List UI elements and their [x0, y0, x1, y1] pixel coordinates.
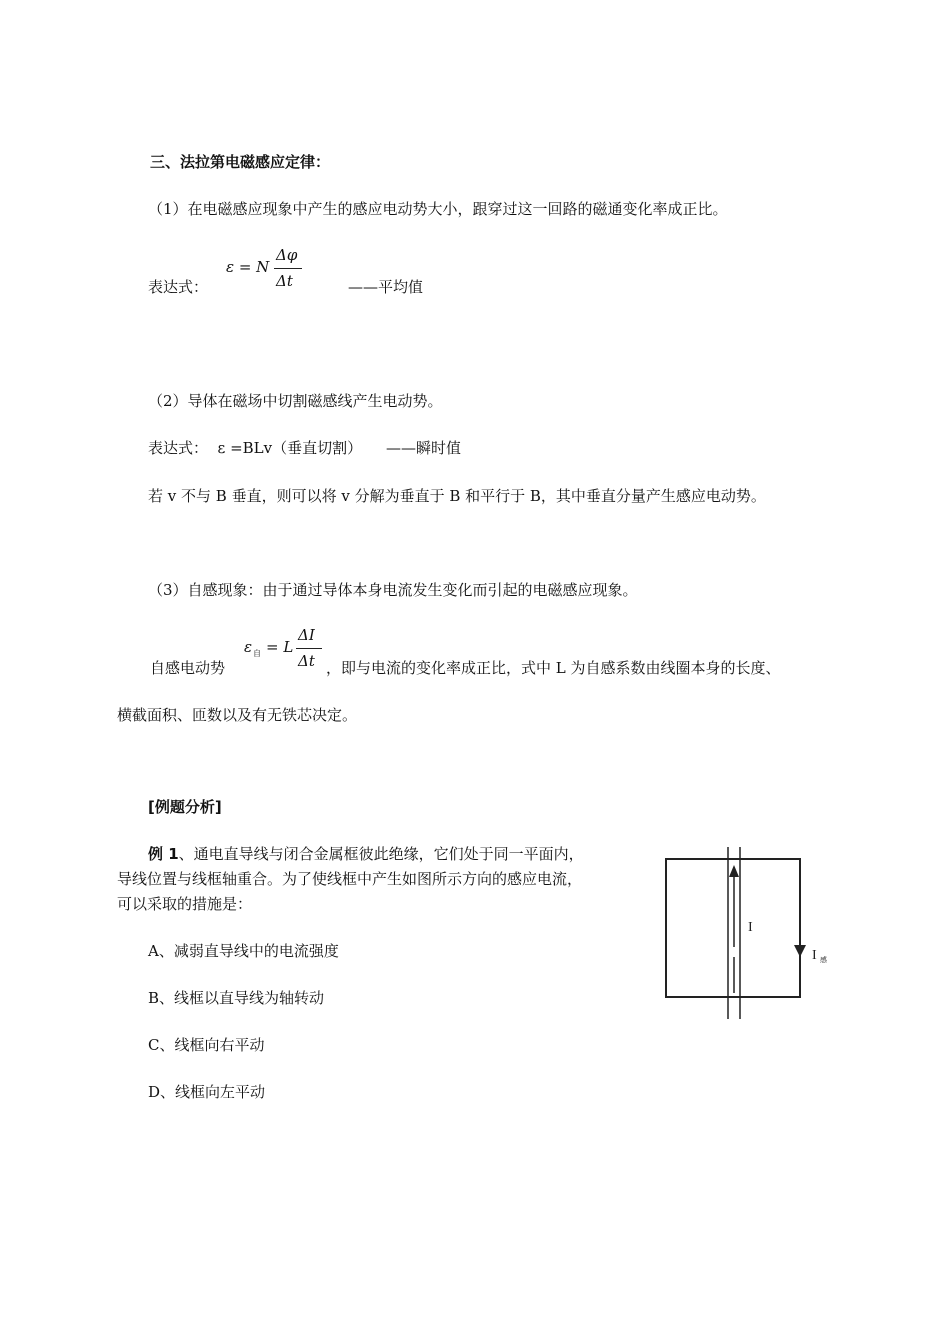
self-formula-subscript: 自	[253, 649, 261, 658]
part1-expression-label: 表达式：	[148, 278, 209, 296]
part1-text: （1）在电磁感应现象中产生的感应电动势大小，跟穿过这一回路的磁通变化率成正比。	[148, 200, 728, 218]
self-induction-label: 自感电动势	[150, 659, 226, 677]
option-d: D、线框向左平动	[148, 1083, 266, 1101]
part2-text: （2）导体在磁场中切割磁感线产生电动势。	[148, 392, 443, 410]
option-a: A、减弱直导线中的电流强度	[148, 942, 339, 960]
self-induction-after: ，即与电流的变化率成正比，式中 L 为自感系数由线圈本身的长度、	[326, 659, 781, 677]
example1-line1-text: 、通电直导线与闭合金属框彼此绝缘，它们处于同一平面内，	[178, 845, 584, 863]
part1-average-note: ——平均值	[348, 278, 424, 296]
wire-frame-diagram	[660, 845, 860, 1025]
self-formula-denominator: Δt	[298, 652, 315, 670]
faraday-formula	[226, 244, 316, 298]
example1-line3: 可以采取的措施是：	[117, 895, 253, 913]
section-title: 三、法拉第电磁感应定律：	[150, 153, 331, 171]
wire-current-arrowhead	[729, 865, 739, 877]
example1-line2: 导线位置与线框轴重合。为了使线框中产生如图所示方向的感应电流，	[117, 870, 583, 888]
faraday-formula-lhs: ε = N	[226, 258, 270, 276]
induced-current-arrowhead	[794, 945, 806, 957]
faraday-formula-denominator: Δt	[276, 272, 293, 290]
option-c: C、线框向右平动	[148, 1036, 265, 1054]
self-formula-eq: = L	[266, 638, 294, 656]
part3-text: （3）自感现象：由于通过导体本身电流发生变化而引起的电磁感应现象。	[148, 581, 638, 599]
self-induction-formula	[244, 626, 324, 678]
self-induction-after2: 横截面积、匝数以及有无铁芯决定。	[117, 706, 358, 724]
induced-current-sub: 感	[820, 956, 827, 964]
self-formula-numerator: ΔI	[298, 626, 315, 644]
example-heading: [例题分析]	[148, 798, 222, 816]
part2-extra: 若 v 不与 B 垂直，则可以将 v 分解为垂直于 B 和平行于 B，其中垂直分量产生感应电动势。	[148, 487, 766, 505]
option-b: B、线框以直导线为轴转动	[148, 989, 325, 1007]
metal-frame	[666, 859, 800, 997]
faraday-formula-numerator: Δφ	[276, 246, 298, 264]
wire-current-label: I	[748, 920, 753, 935]
part2-expression: 表达式： ε =BLv（垂直切割） ——瞬时值	[148, 439, 461, 457]
induced-current-label: I	[812, 948, 817, 963]
example1-label: 例 1	[148, 845, 179, 863]
faraday-fraction-bar	[274, 268, 302, 269]
example1-line1	[148, 844, 584, 864]
self-formula-lhs: ε	[244, 638, 253, 656]
self-fraction-bar	[296, 648, 322, 649]
